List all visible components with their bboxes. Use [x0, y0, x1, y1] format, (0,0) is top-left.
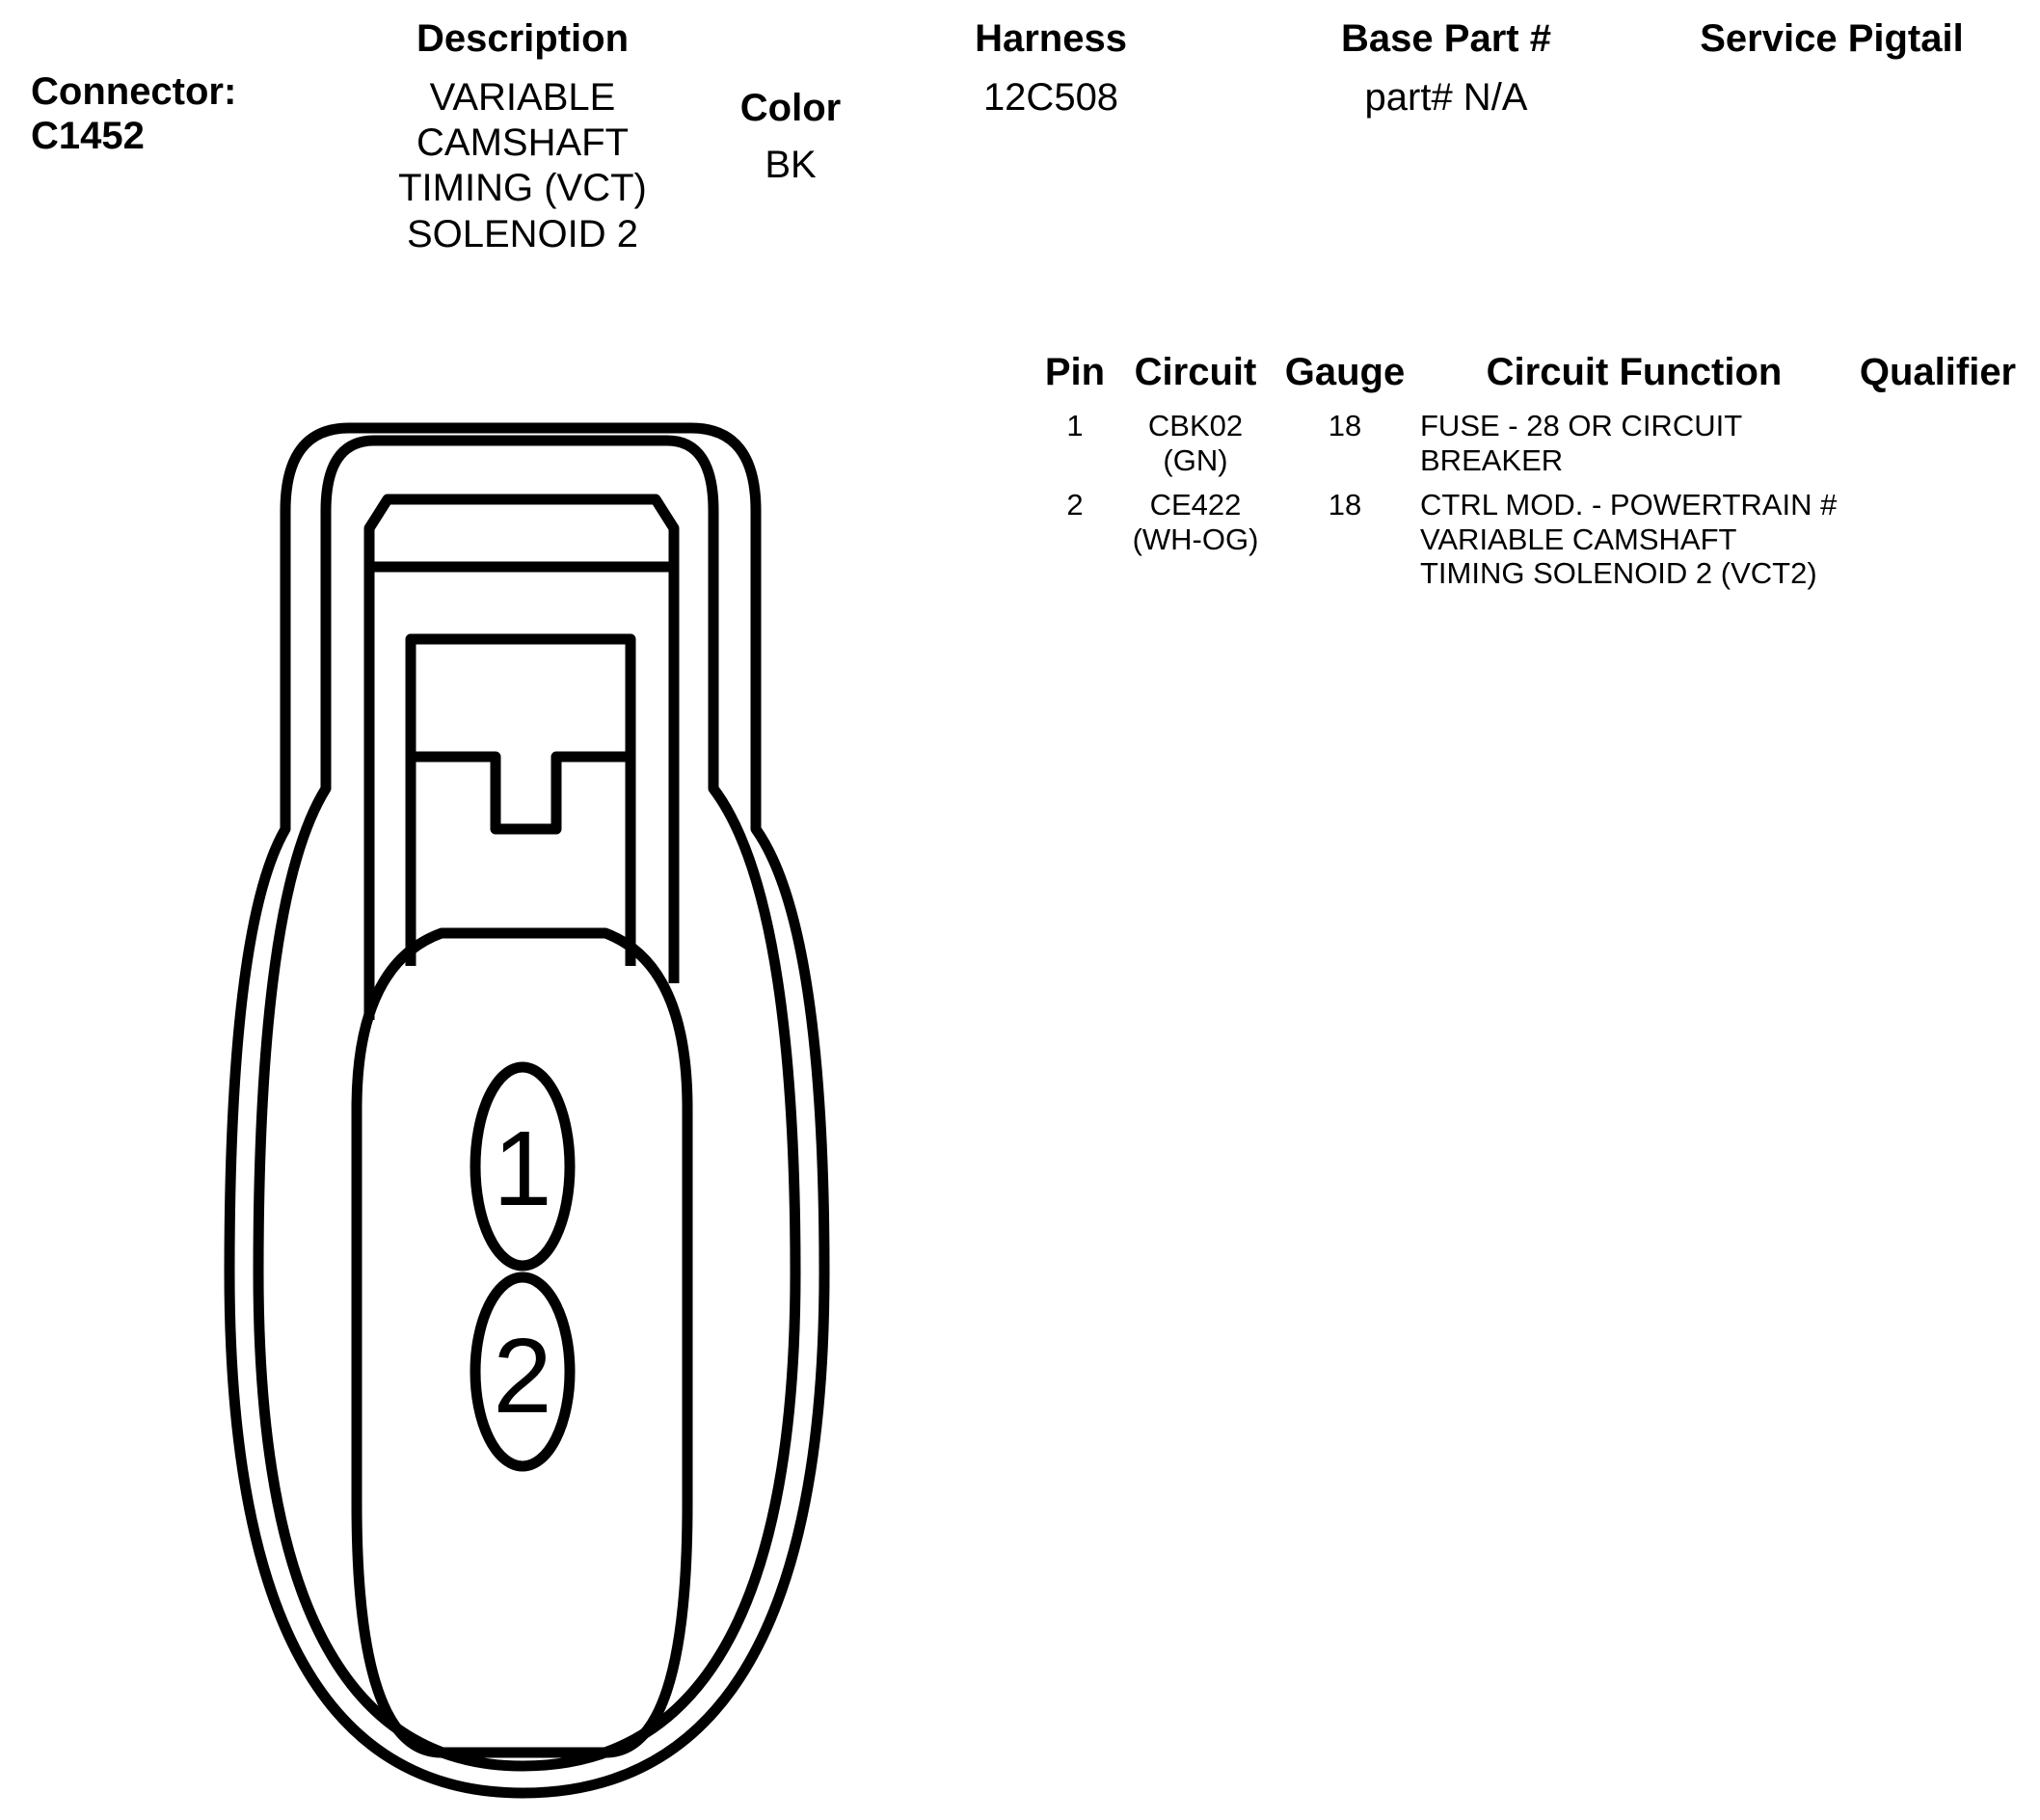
- harness-heading: Harness: [975, 17, 1127, 60]
- row2-function-line: TIMING SOLENOID 2 (VCT2): [1420, 556, 1817, 591]
- keyway-notch: [413, 757, 631, 829]
- row1-gauge: 18: [1328, 409, 1362, 442]
- table-header-pin: Pin: [1044, 351, 1106, 393]
- table-header-circuit: Circuit: [1134, 351, 1257, 393]
- table-header-qualifier: Qualifier: [1859, 351, 2017, 393]
- description-value: VARIABLE CAMSHAFT TIMING (VCT) SOLENOID 2: [398, 76, 647, 255]
- row1-function-line: FUSE - 28 OR CIRCUIT: [1420, 409, 1743, 442]
- base-part-heading: Base Part #: [1341, 17, 1551, 60]
- base-part-value: part# N/A: [1364, 76, 1528, 119]
- description-heading: Description: [416, 17, 630, 60]
- row2-pin: 2: [1066, 488, 1084, 522]
- row1-function-line: BREAKER: [1420, 442, 1564, 477]
- harness-value: 12C508: [982, 76, 1119, 119]
- color-heading: Color: [739, 87, 842, 129]
- keyway: [411, 639, 631, 966]
- row2-gauge: 18: [1328, 488, 1362, 522]
- table-header-circuit-function: Circuit Function: [1486, 351, 1783, 393]
- row2-function-line: CTRL MOD. - POWERTRAIN #: [1420, 488, 1838, 522]
- row1-circuit-id: CBK02: [1147, 409, 1244, 442]
- latch-top-bar: [369, 499, 674, 540]
- row2-circuit-id: CE422: [1149, 488, 1242, 522]
- row1-circuit-color: (GN): [1163, 442, 1228, 477]
- row1-pin: 1: [1066, 409, 1084, 442]
- pin-1-label: 1: [493, 1110, 552, 1228]
- color-value: BK: [765, 144, 817, 186]
- row2-function-line: VARIABLE CAMSHAFT: [1420, 522, 1737, 556]
- connector-id: C1452: [31, 115, 145, 157]
- pin-2-label: 2: [493, 1317, 552, 1435]
- service-pigtail-heading: Service Pigtail: [1700, 17, 1964, 60]
- table-header-gauge: Gauge: [1284, 351, 1406, 393]
- row2-circuit-color: (WH-OG): [1132, 522, 1259, 556]
- connector-label: Connector:: [31, 70, 237, 113]
